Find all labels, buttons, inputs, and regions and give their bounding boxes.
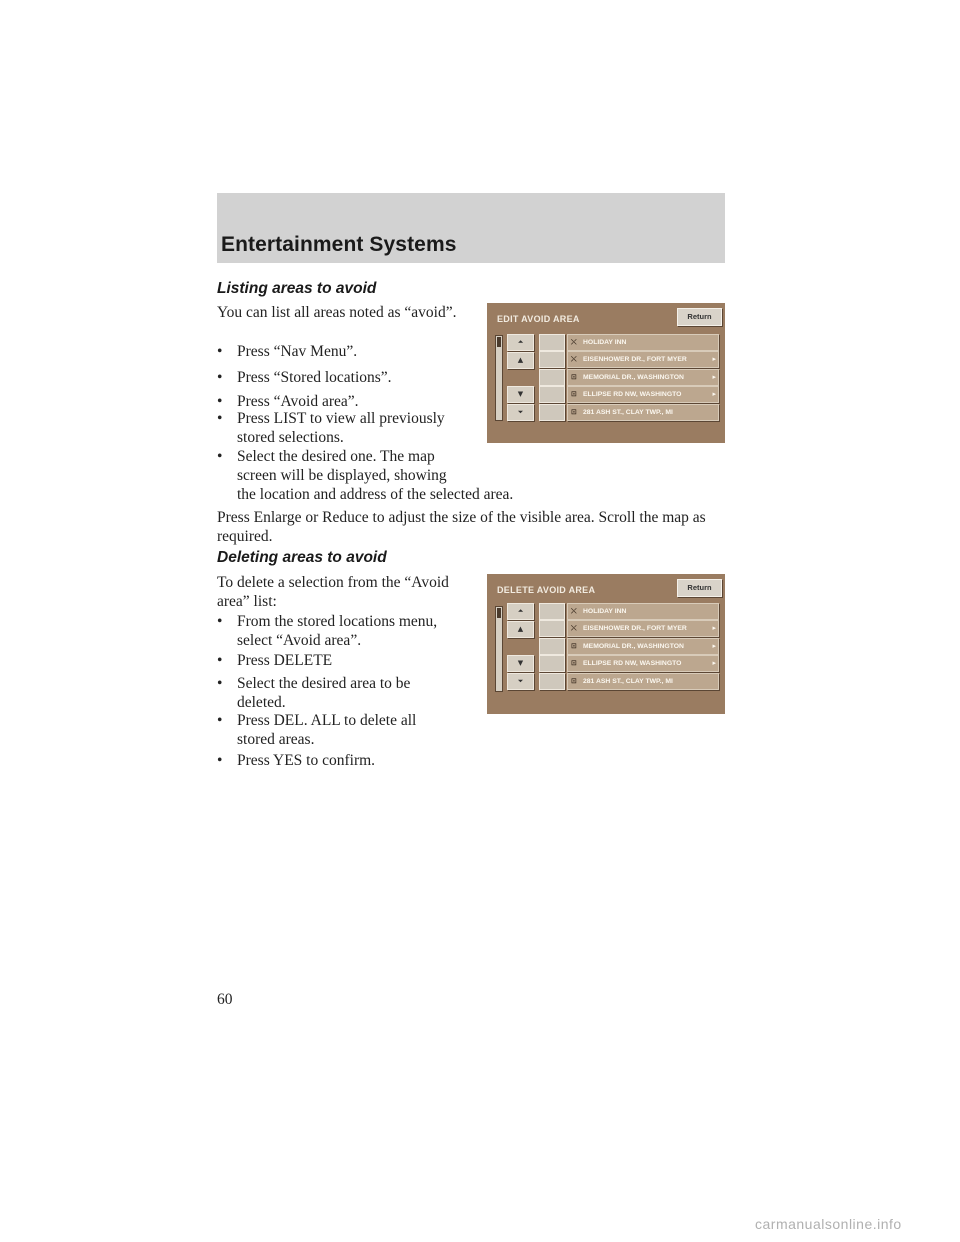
list-item[interactable]: ⊡ ELLIPSE RD NW, WASHINGTO ▸ xyxy=(567,386,719,403)
edit-avoid-area-screen xyxy=(487,303,725,443)
chevron-right-icon: ▸ xyxy=(712,643,716,650)
list-item[interactable]: ⤬ HOLIDAY INN xyxy=(567,603,719,620)
chevron-right-icon: ▸ xyxy=(712,374,716,381)
select-button[interactable] xyxy=(539,351,565,368)
list-item[interactable]: ⤬ HOLIDAY INN xyxy=(567,334,719,351)
double-up-arrow-icon: ⏶ xyxy=(517,338,524,346)
area-icon: ⊡ xyxy=(571,409,577,416)
bullet-icon: • xyxy=(217,410,223,427)
bullet-icon: • xyxy=(217,675,223,692)
route-icon: ⤬ xyxy=(571,339,577,346)
scrollbar[interactable] xyxy=(495,606,503,692)
route-icon: ⤬ xyxy=(571,356,577,363)
watermark: carmanualsonline.info xyxy=(755,1216,902,1232)
select-button[interactable] xyxy=(539,673,565,690)
page-title: Entertainment Systems xyxy=(221,233,457,256)
scroll-down-button[interactable] xyxy=(507,386,534,403)
scrollbar-thumb[interactable] xyxy=(497,337,501,347)
select-button[interactable] xyxy=(539,334,565,351)
area-icon: ⊡ xyxy=(571,660,577,667)
return-button[interactable]: Return xyxy=(677,308,722,326)
bullet-icon: • xyxy=(217,448,223,465)
page-up-button[interactable] xyxy=(507,334,534,351)
area-icon: ⊡ xyxy=(571,678,577,685)
select-button[interactable] xyxy=(539,620,565,637)
up-arrow-icon: ▲ xyxy=(517,356,524,364)
scroll-up-button[interactable] xyxy=(507,621,534,638)
select-button[interactable] xyxy=(539,369,565,386)
section-heading-deleting: Deleting areas to avoid xyxy=(217,549,387,566)
list-item[interactable]: ⊡ MEMORIAL DR., WASHINGTON ▸ xyxy=(567,369,719,386)
bullet-icon: • xyxy=(217,393,223,410)
down-arrow-icon: ▼ xyxy=(517,659,524,667)
scrollbar[interactable] xyxy=(495,335,503,421)
screen-title: DELETE AVOID AREA xyxy=(497,585,596,595)
bullet-icon: • xyxy=(217,369,223,386)
list-item[interactable]: ⤬ EISENHOWER DR., FORT MYER ▸ xyxy=(567,351,719,368)
select-button[interactable] xyxy=(539,404,565,421)
double-up-arrow-icon: ⏶ xyxy=(517,607,524,615)
section-intro-deleting: To delete a selection from the “Avoid area” list: xyxy=(217,574,449,610)
up-arrow-icon: ▲ xyxy=(517,625,524,633)
bullet-icon: • xyxy=(217,712,223,729)
chevron-right-icon: ▸ xyxy=(712,660,716,667)
list-item[interactable]: ⊡ 281 ASH ST., CLAY TWP., MI xyxy=(567,673,719,690)
area-icon: ⊡ xyxy=(571,374,577,381)
bullet-icon: • xyxy=(217,613,223,630)
section-heading-listing: Listing areas to avoid xyxy=(217,280,377,297)
select-button[interactable] xyxy=(539,386,565,403)
select-button[interactable] xyxy=(539,638,565,655)
select-button[interactable] xyxy=(539,603,565,620)
paragraph-enlarge-reduce: Press Enlarge or Reduce to adjust the size of the visible area. Scroll the map as required. xyxy=(217,509,706,545)
scrollbar-thumb[interactable] xyxy=(497,608,501,618)
section-intro-listing: You can list all areas noted as “avoid”. xyxy=(217,304,457,321)
double-down-arrow-icon: ⏷ xyxy=(517,408,524,416)
page-up-button[interactable] xyxy=(507,603,534,620)
area-icon: ⊡ xyxy=(571,643,577,650)
delete-avoid-area-screen xyxy=(487,574,725,714)
route-icon: ⤬ xyxy=(571,625,577,632)
bullet-icon: • xyxy=(217,652,223,669)
list-item[interactable]: ⤬ EISENHOWER DR., FORT MYER ▸ xyxy=(567,620,719,637)
scroll-up-button[interactable] xyxy=(507,352,534,369)
down-arrow-icon: ▼ xyxy=(517,390,524,398)
return-button[interactable]: Return xyxy=(677,579,722,597)
bullet-icon: • xyxy=(217,752,223,769)
area-icon: ⊡ xyxy=(571,391,577,398)
page-down-button[interactable] xyxy=(507,673,534,690)
double-down-arrow-icon: ⏷ xyxy=(517,677,524,685)
list-item[interactable]: ⊡ 281 ASH ST., CLAY TWP., MI xyxy=(567,404,719,421)
screen-title: EDIT AVOID AREA xyxy=(497,314,580,324)
chevron-right-icon: ▸ xyxy=(712,625,716,632)
list-item[interactable]: ⊡ ELLIPSE RD NW, WASHINGTO ▸ xyxy=(567,655,719,672)
bullet-icon: • xyxy=(217,343,223,360)
list-item[interactable]: ⊡ MEMORIAL DR., WASHINGTON ▸ xyxy=(567,638,719,655)
chevron-right-icon: ▸ xyxy=(712,356,716,363)
scroll-down-button[interactable] xyxy=(507,655,534,672)
page-down-button[interactable] xyxy=(507,404,534,421)
select-button[interactable] xyxy=(539,655,565,672)
chevron-right-icon: ▸ xyxy=(712,391,716,398)
route-icon: ⤬ xyxy=(571,608,577,615)
page-number: 60 xyxy=(217,991,233,1008)
